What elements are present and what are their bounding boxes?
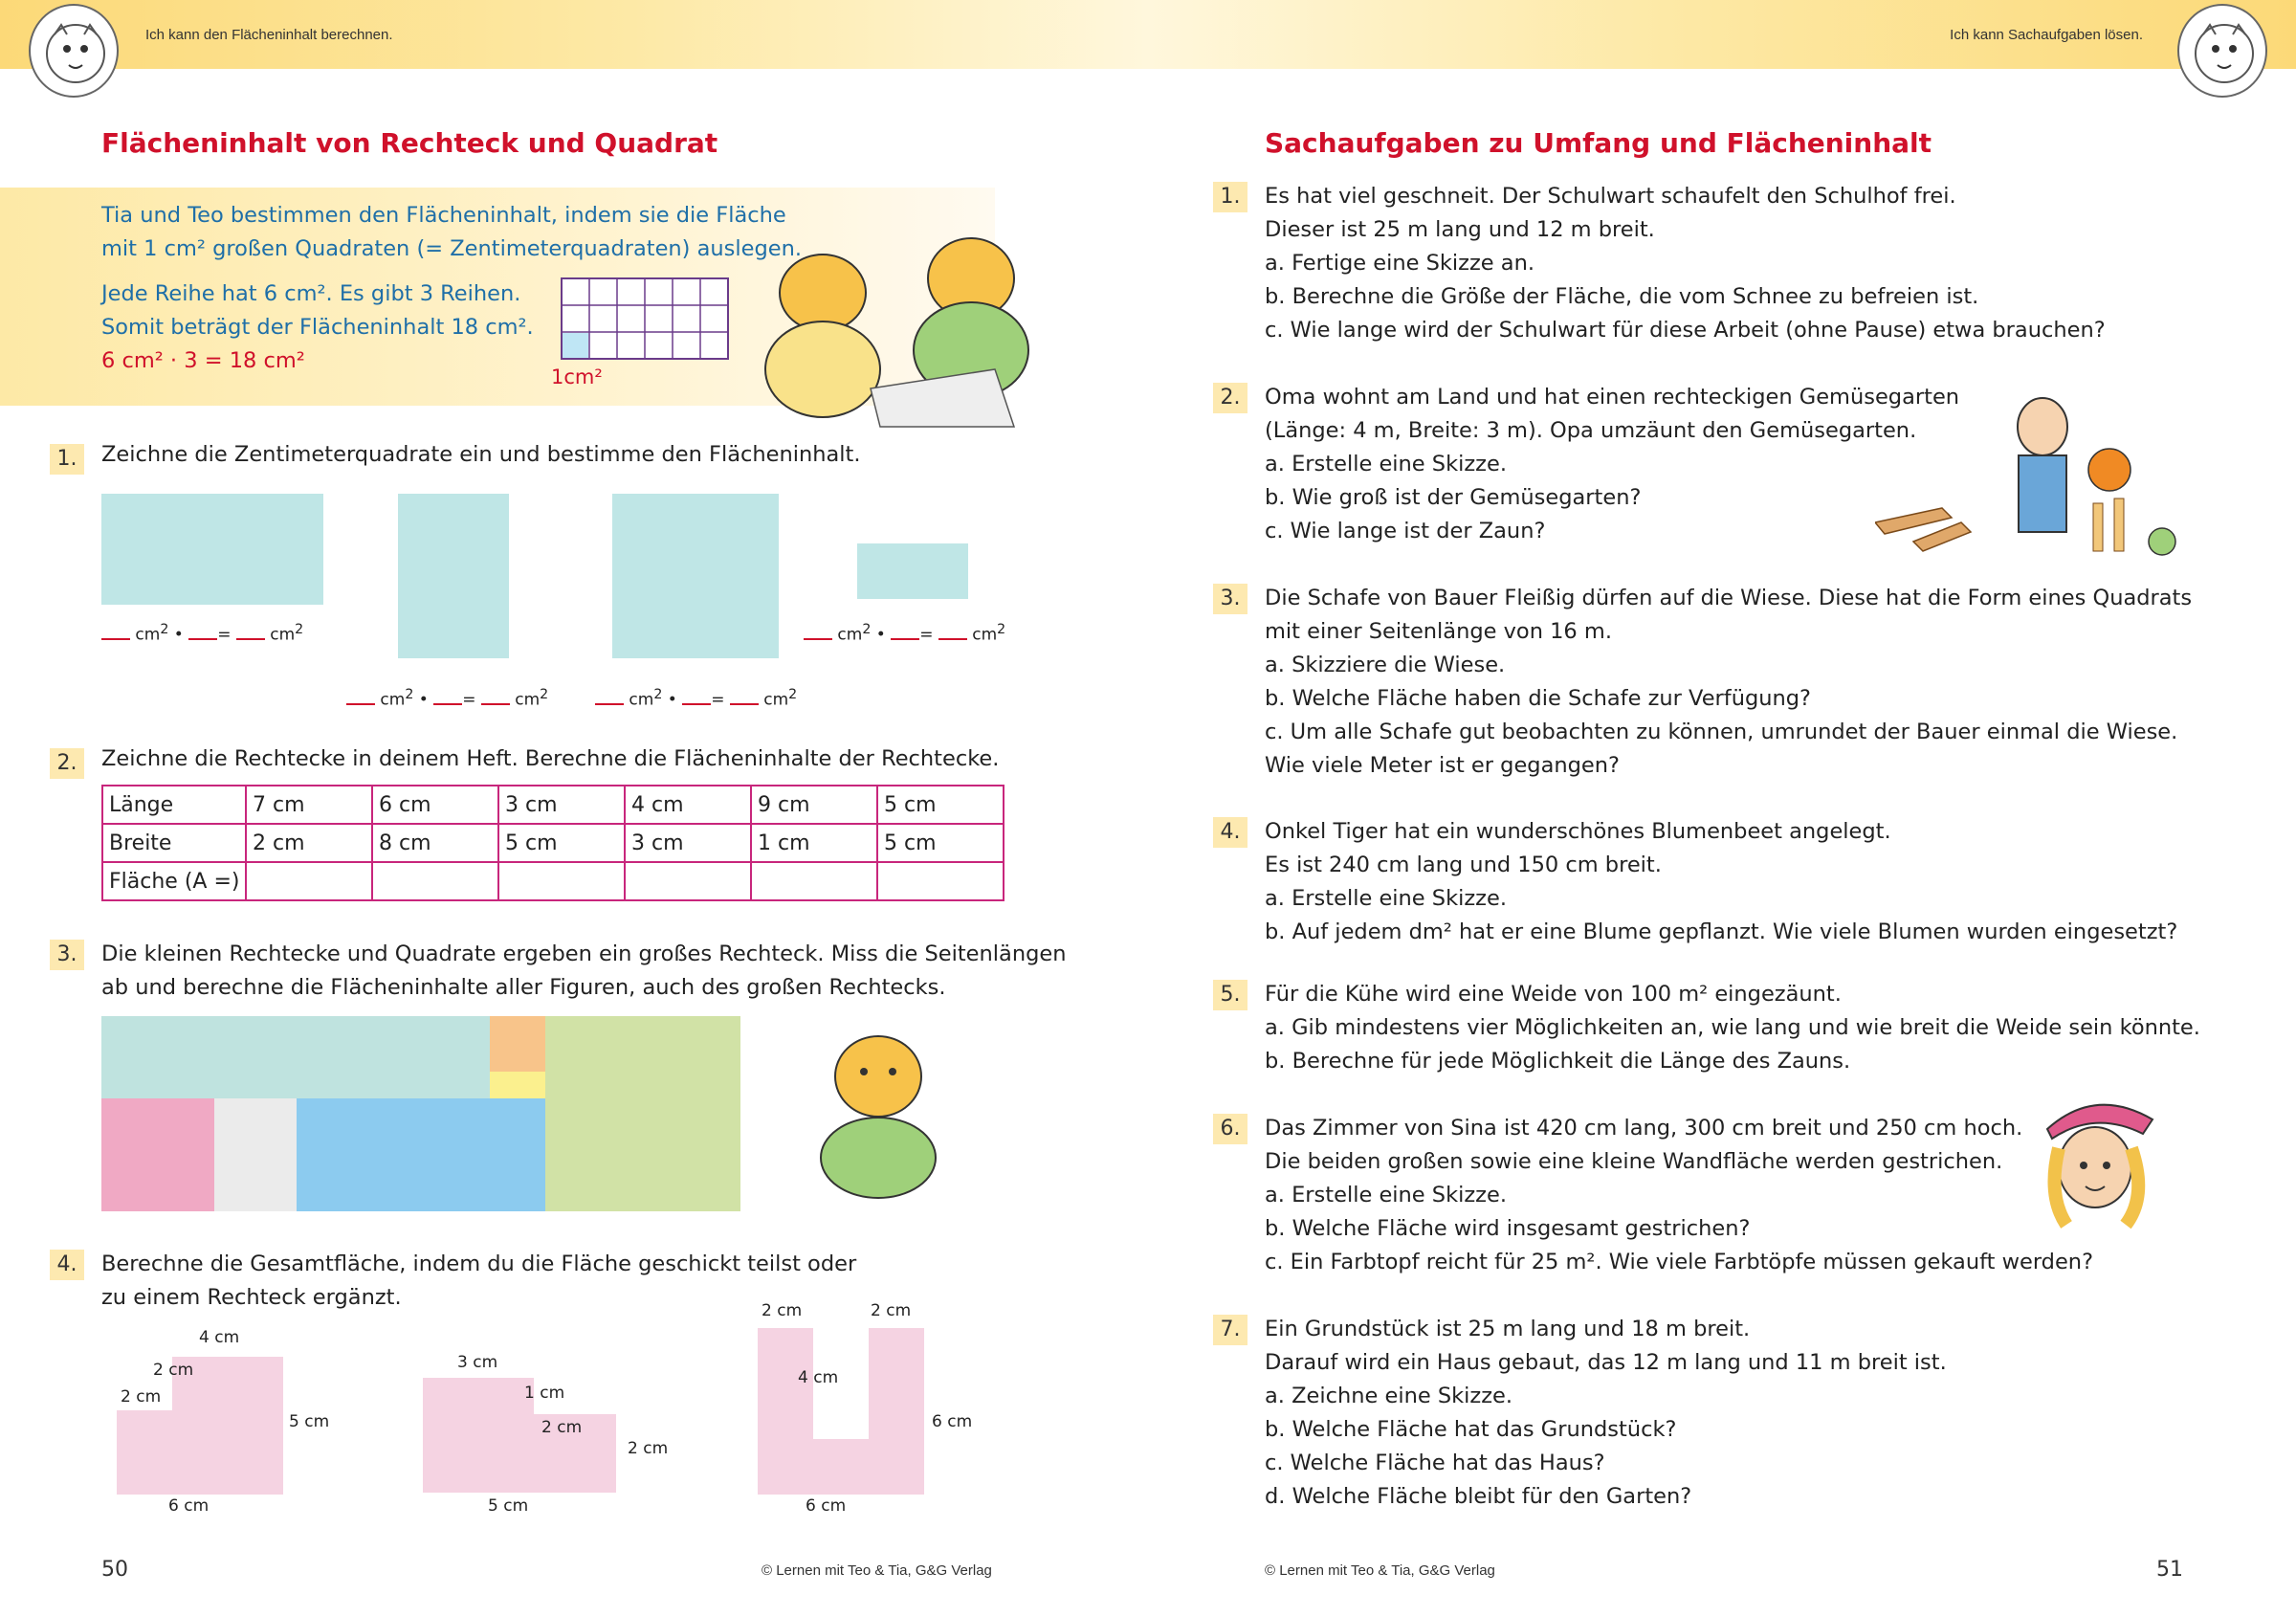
rectangle-figure: [857, 543, 968, 599]
u-shape-figure: [869, 1328, 924, 1495]
gardener-illustration: [1875, 379, 2200, 570]
u-shape-figure: [813, 1439, 869, 1495]
task-number: 4.: [1213, 817, 1247, 848]
task-number: 3.: [50, 940, 84, 970]
dimension-label: 2 cm: [762, 1301, 803, 1320]
header-text: Ich kann den Flächeninhalt berechnen.: [145, 27, 393, 43]
tiger-writing-illustration: [802, 1024, 955, 1206]
page-number: 50: [101, 1558, 128, 1582]
dimension-label: 1 cm: [524, 1384, 565, 1403]
formula: $cm^2$ • = $cm^2$: [804, 622, 1005, 645]
task-number: 6.: [1213, 1114, 1247, 1144]
header-text: Ich kann Sachaufgaben lösen.: [1950, 27, 2143, 43]
task-text: Oma wohnt am Land und hat einen rechteckigen Gemüsegarten (Länge: 4 m, Breite: 3 m). Opa umzäunt den Gemüsegarten. a. Erstelle eine Skizze. b. Wie groß ist der Gemüsegarten? c. Wie lange ist der Zaun?: [1265, 385, 1960, 543]
page-title: Flächeninhalt von Rechteck und Quadrat: [101, 127, 718, 159]
dimension-label: 4 cm: [798, 1368, 839, 1387]
task-text: Die kleinen Rechtecke und Quadrate ergeben ein großes Rechteck. Miss die Seitenlängen ab und berechne die Flächeninhalte aller Figuren, auch des großen Rechtecks.: [101, 941, 1067, 1000]
measurement-table: [101, 785, 1004, 901]
table-row: Fläche (A =): [102, 862, 1004, 900]
task-number: 2.: [50, 748, 84, 779]
composite-rectangle: [101, 1016, 740, 1211]
info-text: Tia und Teo bestimmen den Flächeninhalt, indem sie die Fläche mit 1 cm² großen Quadraten (= Zentimeterquadraten) auslegen.: [101, 203, 803, 261]
step-shape-figure: [423, 1378, 534, 1493]
formula: $cm^2$ • = $cm^2$: [595, 687, 797, 710]
right-page: [1148, 0, 2296, 1617]
grid-label: 1cm²: [551, 365, 603, 388]
task-text: Onkel Tiger hat ein wunderschönes Blumenbeet angelegt. Es ist 240 cm lang und 150 cm breit. a. Erstelle eine Skizze. b. Auf jedem dm² hat er eine Blume gepflanzt. Wie viele Blumen wurden eingesetzt?: [1265, 819, 2178, 944]
task-number: 1.: [1213, 182, 1247, 212]
task-number: 7.: [1213, 1315, 1247, 1345]
dimension-label: 2 cm: [121, 1387, 162, 1407]
u-shape-figure: [758, 1328, 813, 1495]
dimension-label: 3 cm: [457, 1353, 498, 1372]
page-number: 51: [2156, 1558, 2183, 1582]
table-row: Länge 7 cm 6 cm 3 cm 4 cm 9 cm 5 cm: [102, 786, 1004, 824]
task-number: 5.: [1213, 980, 1247, 1010]
tigers-illustration: [737, 188, 1119, 431]
task-text: Zeichne die Rechtecke in deinem Heft. Berechne die Flächeninhalte der Rechtecke.: [101, 746, 1000, 771]
copyright: © Lernen mit Teo & Tia, G&G Verlag: [762, 1562, 992, 1579]
copyright: © Lernen mit Teo & Tia, G&G Verlag: [1265, 1562, 1495, 1579]
rectangle-figure: [101, 494, 323, 605]
dimension-label: 5 cm: [289, 1412, 330, 1431]
dimension-label: 2 cm: [871, 1301, 912, 1320]
table-row: Breite 2 cm 8 cm 5 cm 3 cm 1 cm 5 cm: [102, 824, 1004, 862]
task-number: 3.: [1213, 584, 1247, 614]
tiger-mascot-icon: [2177, 4, 2267, 98]
girl-illustration: [2019, 1091, 2172, 1234]
task-text: Ein Grundstück ist 25 m lang und 18 m breit. Darauf wird ein Haus gebaut, das 12 m lang und 11 m breit ist. a. Zeichne eine Skizze. b. Welche Fläche hat das Grundstück? c. Welche Fläche hat das Haus? d. Welche Fläche bleibt für den Garten?: [1265, 1317, 1947, 1509]
dimension-label: 5 cm: [488, 1496, 529, 1516]
cm-grid-diagram: [561, 277, 733, 364]
dimension-label: 6 cm: [806, 1496, 847, 1516]
dimension-label: 6 cm: [932, 1412, 973, 1431]
dimension-label: 6 cm: [168, 1496, 210, 1516]
l-shape-figure: [117, 1410, 172, 1495]
tiger-mascot-icon: [29, 4, 119, 98]
task-text: Für die Kühe wird eine Weide von 100 m² eingezäunt. a. Gib mindestens vier Möglichkeiten an, wie lang und wie breit die Weide sein könnte. b. Berechne für jede Möglichkeit die Länge des Zauns.: [1265, 982, 2200, 1074]
task-text: Es hat viel geschneit. Der Schulwart schaufelt den Schulhof frei. Dieser ist 25 m lang und 12 m breit. a. Fertige eine Skizze an. b. Berechne die Größe der Fläche, die vom Schnee zu befreien ist. c. Wie lange wird der Schulwart für diese Arbeit (ohne Pause) etwa brauchen?: [1265, 184, 2106, 343]
info-text-2: Jede Reihe hat 6 cm². Es gibt 3 Reihen. Somit beträgt der Flächeninhalt 18 cm². 6 cm² · 3 = 18 cm²: [101, 281, 534, 373]
task-text: Die Schafe von Bauer Fleißig dürfen auf die Wiese. Diese hat die Form eines Quadrats mit einer Seitenlänge von 16 m. a. Skizziere die Wiese. b. Welche Fläche haben die Schafe zur Verfügung? c. Um alle Schafe gut beobachten zu können, umrundet der Bauer einmal die Wiese. Wie viele Meter ist er gegangen?: [1265, 586, 2193, 778]
task-number: 4.: [50, 1250, 84, 1280]
rectangle-figure: [398, 494, 509, 658]
dimension-label: 2 cm: [153, 1361, 194, 1380]
task-number: 1.: [50, 444, 84, 475]
formula: $cm^2$ • = $cm^2$: [346, 687, 548, 710]
dimension-label: 2 cm: [628, 1439, 669, 1458]
task-text: Das Zimmer von Sina ist 420 cm lang, 300 cm breit und 250 cm hoch. Die beiden großen sowie eine kleine Wandfläche werden gestrichen. a. Erstelle eine Skizze. b. Welche Fläche wird insgesamt gestrichen? c. Ein Farbtopf reicht für 25 m². Wie viele Farbtöpfe müssen gekauft werden?: [1265, 1116, 2094, 1274]
task-text: Zeichne die Zentimeterquadrate ein und bestimme den Flächeninhalt.: [101, 442, 861, 467]
task-text: Berechne die Gesamtfläche, indem du die Fläche geschickt teilst oder zu einem Rechteck ergänzt.: [101, 1252, 857, 1310]
dimension-label: 4 cm: [199, 1328, 240, 1347]
square-figure: [612, 494, 779, 658]
dimension-label: 2 cm: [541, 1418, 583, 1437]
page-title: Sachaufgaben zu Umfang und Flächeninhalt: [1265, 127, 1932, 159]
task-number: 2.: [1213, 383, 1247, 413]
formula: $cm^2$ • = $cm^2$: [101, 622, 303, 645]
